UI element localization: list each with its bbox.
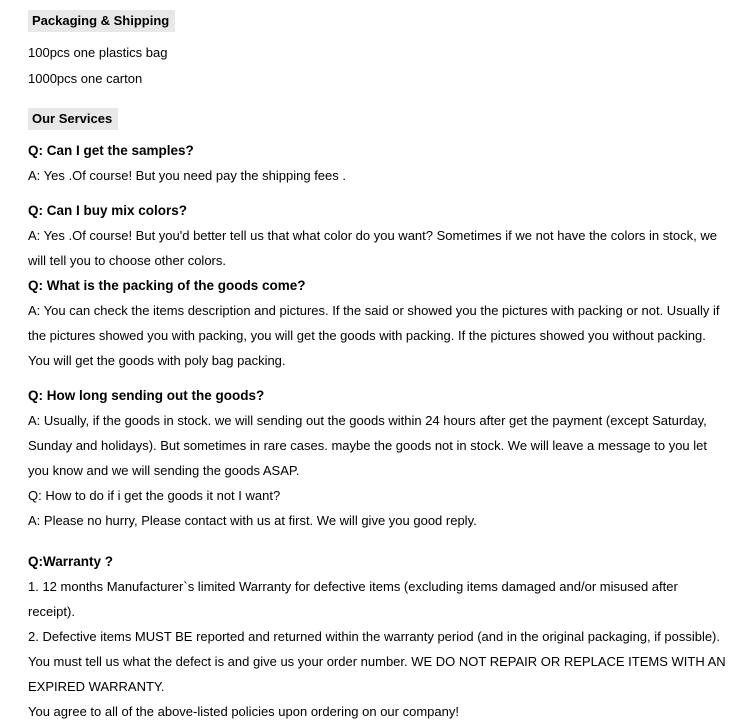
warranty-gap xyxy=(28,533,728,549)
packaging-line-1: 100pcs one plastics bag xyxy=(28,45,168,60)
faq-item-shipping-time xyxy=(28,383,728,483)
faq-gap-1 xyxy=(28,188,728,198)
faq-item-wrong-goods xyxy=(28,483,728,533)
faq-answer: A: Usually, if the goods in stock. we will sending out the goods within 24 hours after get the payment (except Saturday, Sunday and holidays). But sometimes in rare cases. maybe the goods not in stock. We will leave a message to you let you know and we will sending the goods ASAP. xyxy=(28,413,707,478)
faq-question: Q: Can I buy mix colors? xyxy=(28,203,188,218)
services-heading-wrap xyxy=(28,108,728,130)
faq-question-plain: Q: How to do if i get the goods it not I want? xyxy=(28,488,281,503)
faq-question: Q: How long sending out the goods? xyxy=(28,388,265,403)
warranty-line-3: You agree to all of the above-listed policies upon ordering on our company! xyxy=(28,704,459,719)
packaging-heading-wrap xyxy=(28,10,728,32)
faq-question: Q: What is the packing of the goods come? xyxy=(28,278,306,293)
faq-answer: A: Yes .Of course! But you need pay the shipping fees . xyxy=(28,168,346,183)
faq-item-samples xyxy=(28,138,728,188)
faq-gap-2 xyxy=(28,373,728,383)
faq-answer: A: Yes .Of course! But you'd better tell us that what color do you want? Sometimes if we not have the colors in stock, we will tell you to choose other colors. xyxy=(28,228,717,268)
warranty-block xyxy=(28,549,728,724)
faq-item-packing xyxy=(28,273,728,373)
services-section-heading: Our Services xyxy=(28,108,118,130)
warranty-line-1: 1. 12 months Manufacturer`s limited Warranty for defective items (excluding items damaged and/or misused after receipt). xyxy=(28,579,678,619)
packaging-services-spacer xyxy=(28,92,728,108)
faq-answer: A: You can check the items description and pictures. If the said or showed you the pictures with packing or not. Usually if the pictures showed you with packing, you will get the goods with packing. If the pictures showed you without packing. You will get the goods with poly bag packing. xyxy=(28,303,720,368)
faq-question: Q: Can I get the samples? xyxy=(28,143,194,158)
warranty-line-2: 2. Defective items MUST BE reported and returned within the warranty period (and in the original packaging, if possible). You must tell us what the defect is and give us your order number. WE DO NOT REPAIR OR REPLACE ITEMS WITH AN EXPIRED WARRANTY. xyxy=(28,629,726,694)
faq-answer: A: Please no hurry, Please contact with us at first. We will give you good reply. xyxy=(28,513,477,528)
warranty-heading: Q:Warranty ? xyxy=(28,554,114,569)
faq-item-mix-colors xyxy=(28,198,728,273)
packaging-section-heading: Packaging & Shipping xyxy=(28,10,175,32)
packaging-line-2: 1000pcs one carton xyxy=(28,71,143,86)
